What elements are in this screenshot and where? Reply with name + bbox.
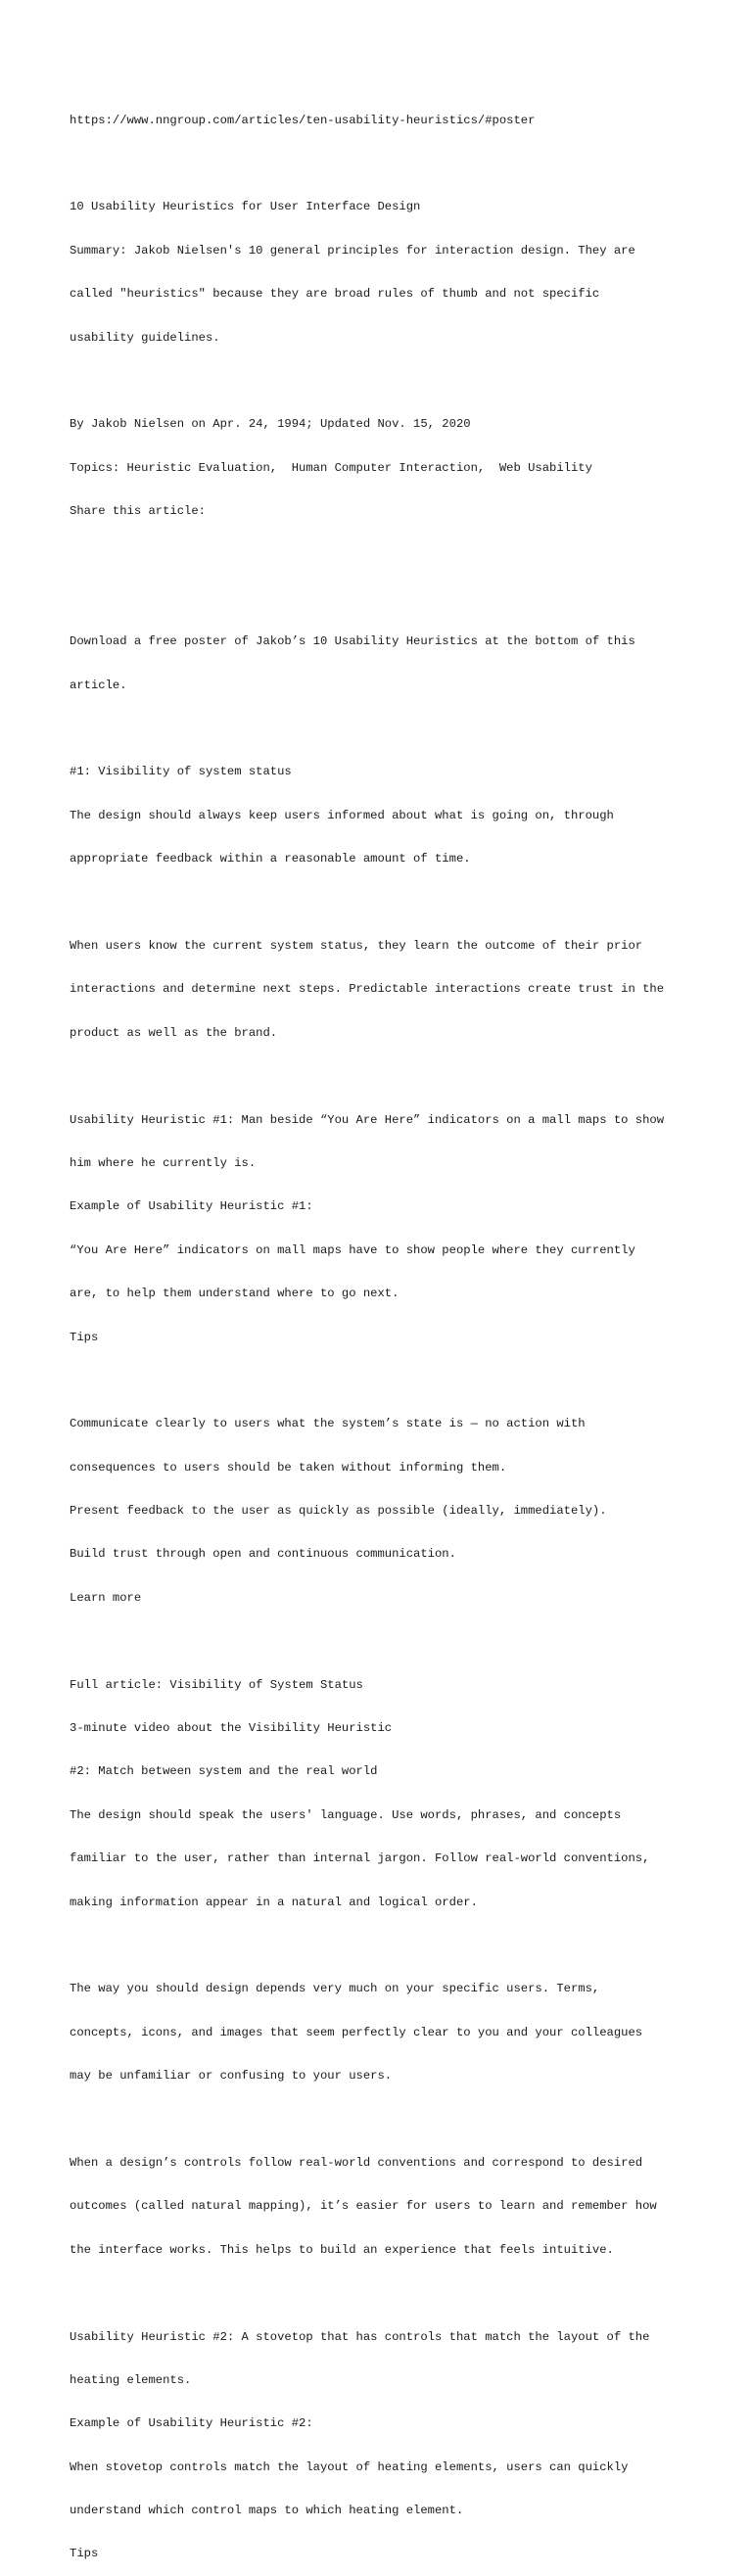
body-line: The design should speak the users' language. Use words, phrases, and concepts <box>70 1807 622 1822</box>
blank-line <box>70 1374 706 1388</box>
tip-item: consequences to users should be taken without informing them. <box>70 1460 507 1475</box>
share-label: Share this article: <box>70 504 206 519</box>
learn-more-label: Learn more <box>70 1590 142 1605</box>
body-line: making information appear in a natural and logical order. <box>70 1895 478 1909</box>
blank-line <box>70 548 706 563</box>
tips-label: Tips <box>70 1330 99 1344</box>
body-line: understand which control maps to which heating element. <box>70 2504 464 2518</box>
example-label: Example of Usability Heuristic #2: <box>70 2416 313 2431</box>
example-label: Example of Usability Heuristic #1: <box>70 1199 313 1214</box>
blank-line <box>70 2113 706 2128</box>
body-line: interactions and determine next steps. Predictable interactions create trust in the <box>70 982 665 997</box>
image-caption: him where he currently is. <box>70 1155 257 1170</box>
heuristic-1-heading: #1: Visibility of system status <box>70 765 292 779</box>
intro-line: Download a free poster of Jakob’s 10 Usability Heuristics at the bottom of this <box>70 634 635 649</box>
summary-line: called "heuristics" because they are broad rules of thumb and not specific <box>70 287 600 302</box>
summary-line: usability guidelines. <box>70 330 220 345</box>
source-url: https://www.nngroup.com/articles/ten-usability-heuristics/#poster <box>70 113 536 127</box>
body-line: concepts, icons, and images that seem perfectly clear to you and your colleagues <box>70 2025 643 2039</box>
document-page <box>70 84 706 2576</box>
body-line: may be unfamiliar or confusing to your users. <box>70 2069 393 2084</box>
body-line: outcomes (called natural mapping), it’s easier for users to learn and remember how <box>70 2199 657 2214</box>
body-line: The way you should design depends very much on your specific users. Terms, <box>70 1982 600 1996</box>
image-caption: Usability Heuristic #1: Man beside “You Are Here” indicators on a mall maps to show <box>70 1112 665 1127</box>
blank-line <box>70 1069 706 1084</box>
body-line: the interface works. This helps to build an experience that feels intuitive. <box>70 2242 614 2257</box>
blank-line <box>70 2286 706 2301</box>
heuristic-2-heading: #2: Match between system and the real world <box>70 1764 378 1779</box>
body-line: are, to help them understand where to go next. <box>70 1287 400 1301</box>
full-article-link: Full article: Visibility of System Status <box>70 1677 363 1692</box>
blank-line <box>70 722 706 736</box>
tip-item: Present feedback to the user as quickly as possible (ideally, immediately). <box>70 1504 607 1519</box>
blank-line <box>70 591 706 606</box>
body-line: When stovetop controls match the layout of heating elements, users can quickly <box>70 2459 629 2474</box>
body-line: product as well as the brand. <box>70 1025 278 1040</box>
body-line: “You Are Here” indicators on mall maps have to show people where they currently <box>70 1242 635 1257</box>
blank-line <box>70 157 706 171</box>
tip-item: Communicate clearly to users what the system’s state is — no action with <box>70 1417 586 1431</box>
tips-label: Tips <box>70 2547 99 2561</box>
blank-line <box>70 374 706 389</box>
body-line: When users know the current system status, they learn the outcome of their prior <box>70 939 643 954</box>
image-caption: heating elements. <box>70 2372 192 2387</box>
body-line: familiar to the user, rather than internal jargon. Follow real-world conventions, <box>70 1851 650 1866</box>
video-link: 3-minute video about the Visibility Heuristic <box>70 1721 393 1736</box>
summary-line: Summary: Jakob Nielsen's 10 general principles for interaction design. They are <box>70 243 635 258</box>
body-line: appropriate feedback within a reasonable amount of time. <box>70 852 471 866</box>
body-line: When a design’s controls follow real-world conventions and correspond to desired <box>70 2155 643 2170</box>
intro-line: article. <box>70 678 127 692</box>
body-line: The design should always keep users informed about what is going on, through <box>70 808 614 822</box>
image-caption: Usability Heuristic #2: A stovetop that has controls that match the layout of the <box>70 2329 650 2344</box>
tip-item: Build trust through open and continuous communication. <box>70 1547 456 1562</box>
topics-line: Topics: Heuristic Evaluation, Human Computer Interaction, Web Usability <box>70 460 592 475</box>
blank-line <box>70 896 706 911</box>
blank-line <box>70 1634 706 1649</box>
blank-line <box>70 1939 706 1953</box>
article-title: 10 Usability Heuristics for User Interface Design <box>70 200 421 214</box>
byline: By Jakob Nielsen on Apr. 24, 1994; Updated Nov. 15, 2020 <box>70 417 471 432</box>
